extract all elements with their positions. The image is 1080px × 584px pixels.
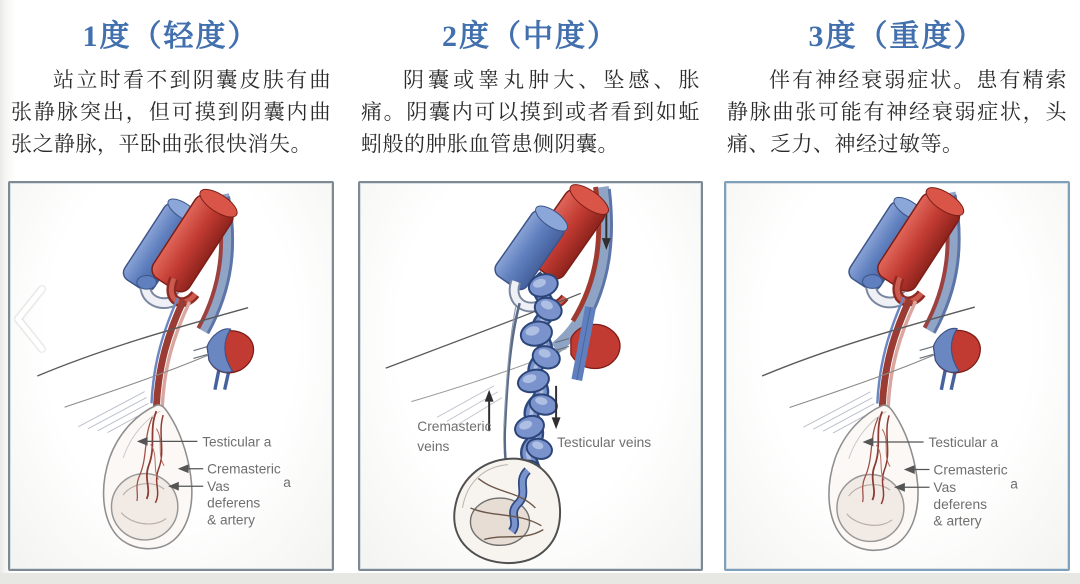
grade3-column — [724, 0, 1070, 573]
label-cremasteric-veins-2: veins — [417, 438, 450, 454]
label-cremasteric-veins-1: Cremasteric — [417, 419, 492, 435]
label-testicular-veins: Testicular veins — [557, 434, 652, 450]
bottom-strip — [0, 573, 1080, 584]
anatomy-illustration-normal — [726, 183, 1068, 569]
grade2-column — [358, 0, 703, 573]
grade3-illustration-panel — [724, 181, 1070, 571]
label-cremasteric-artery: Cremasteric — [207, 461, 281, 477]
grade2-title: 2度（中度） — [442, 20, 619, 53]
label-testicular-artery: Testicular a — [928, 434, 999, 450]
label-cremasteric-artery: Cremasteric — [933, 462, 1008, 478]
grade3-description: 伴有神经衰弱症状。患有精索静脉曲张可能有神经衰弱症状，头痛、乏力、神经过敏等。 — [727, 69, 1067, 156]
label-vas-deferens-2: deferens — [933, 496, 988, 512]
label-vas-deferens-1: Vas — [933, 480, 957, 496]
grade2-illustration-panel — [358, 181, 703, 571]
grade1-description: 站立时看不到阴囊皮肤有曲张静脉突出，但可摸到阴囊内曲张之静脉，平卧曲张很快消失。 — [11, 69, 331, 156]
grade3-title: 3度（重度） — [808, 20, 986, 53]
anatomy-illustration-varicocele — [360, 183, 701, 569]
grade1-illustration-panel — [8, 181, 334, 571]
label-vas-deferens-2: deferens — [207, 495, 261, 511]
label-testicular-artery: Testicular a — [202, 434, 272, 450]
label-vas-deferens-3: & artery — [207, 512, 255, 528]
grade1-column — [8, 0, 334, 573]
anatomy-illustration-normal — [10, 183, 332, 569]
label-vas-deferens-1: Vas — [207, 479, 230, 495]
grade2-description: 阴囊或睾丸肿大、坠感、胀痛。阴囊内可以摸到或者看到如蚯蚓般的肿胀血管患侧阴囊。 — [361, 69, 700, 156]
chevron-left-icon[interactable] — [6, 283, 50, 355]
label-cremasteric-artery-a: a — [283, 475, 291, 491]
label-vas-deferens-3: & artery — [933, 513, 982, 529]
label-cremasteric-artery-a: a — [1010, 476, 1018, 492]
grade1-title: 1度（轻度） — [82, 20, 260, 53]
